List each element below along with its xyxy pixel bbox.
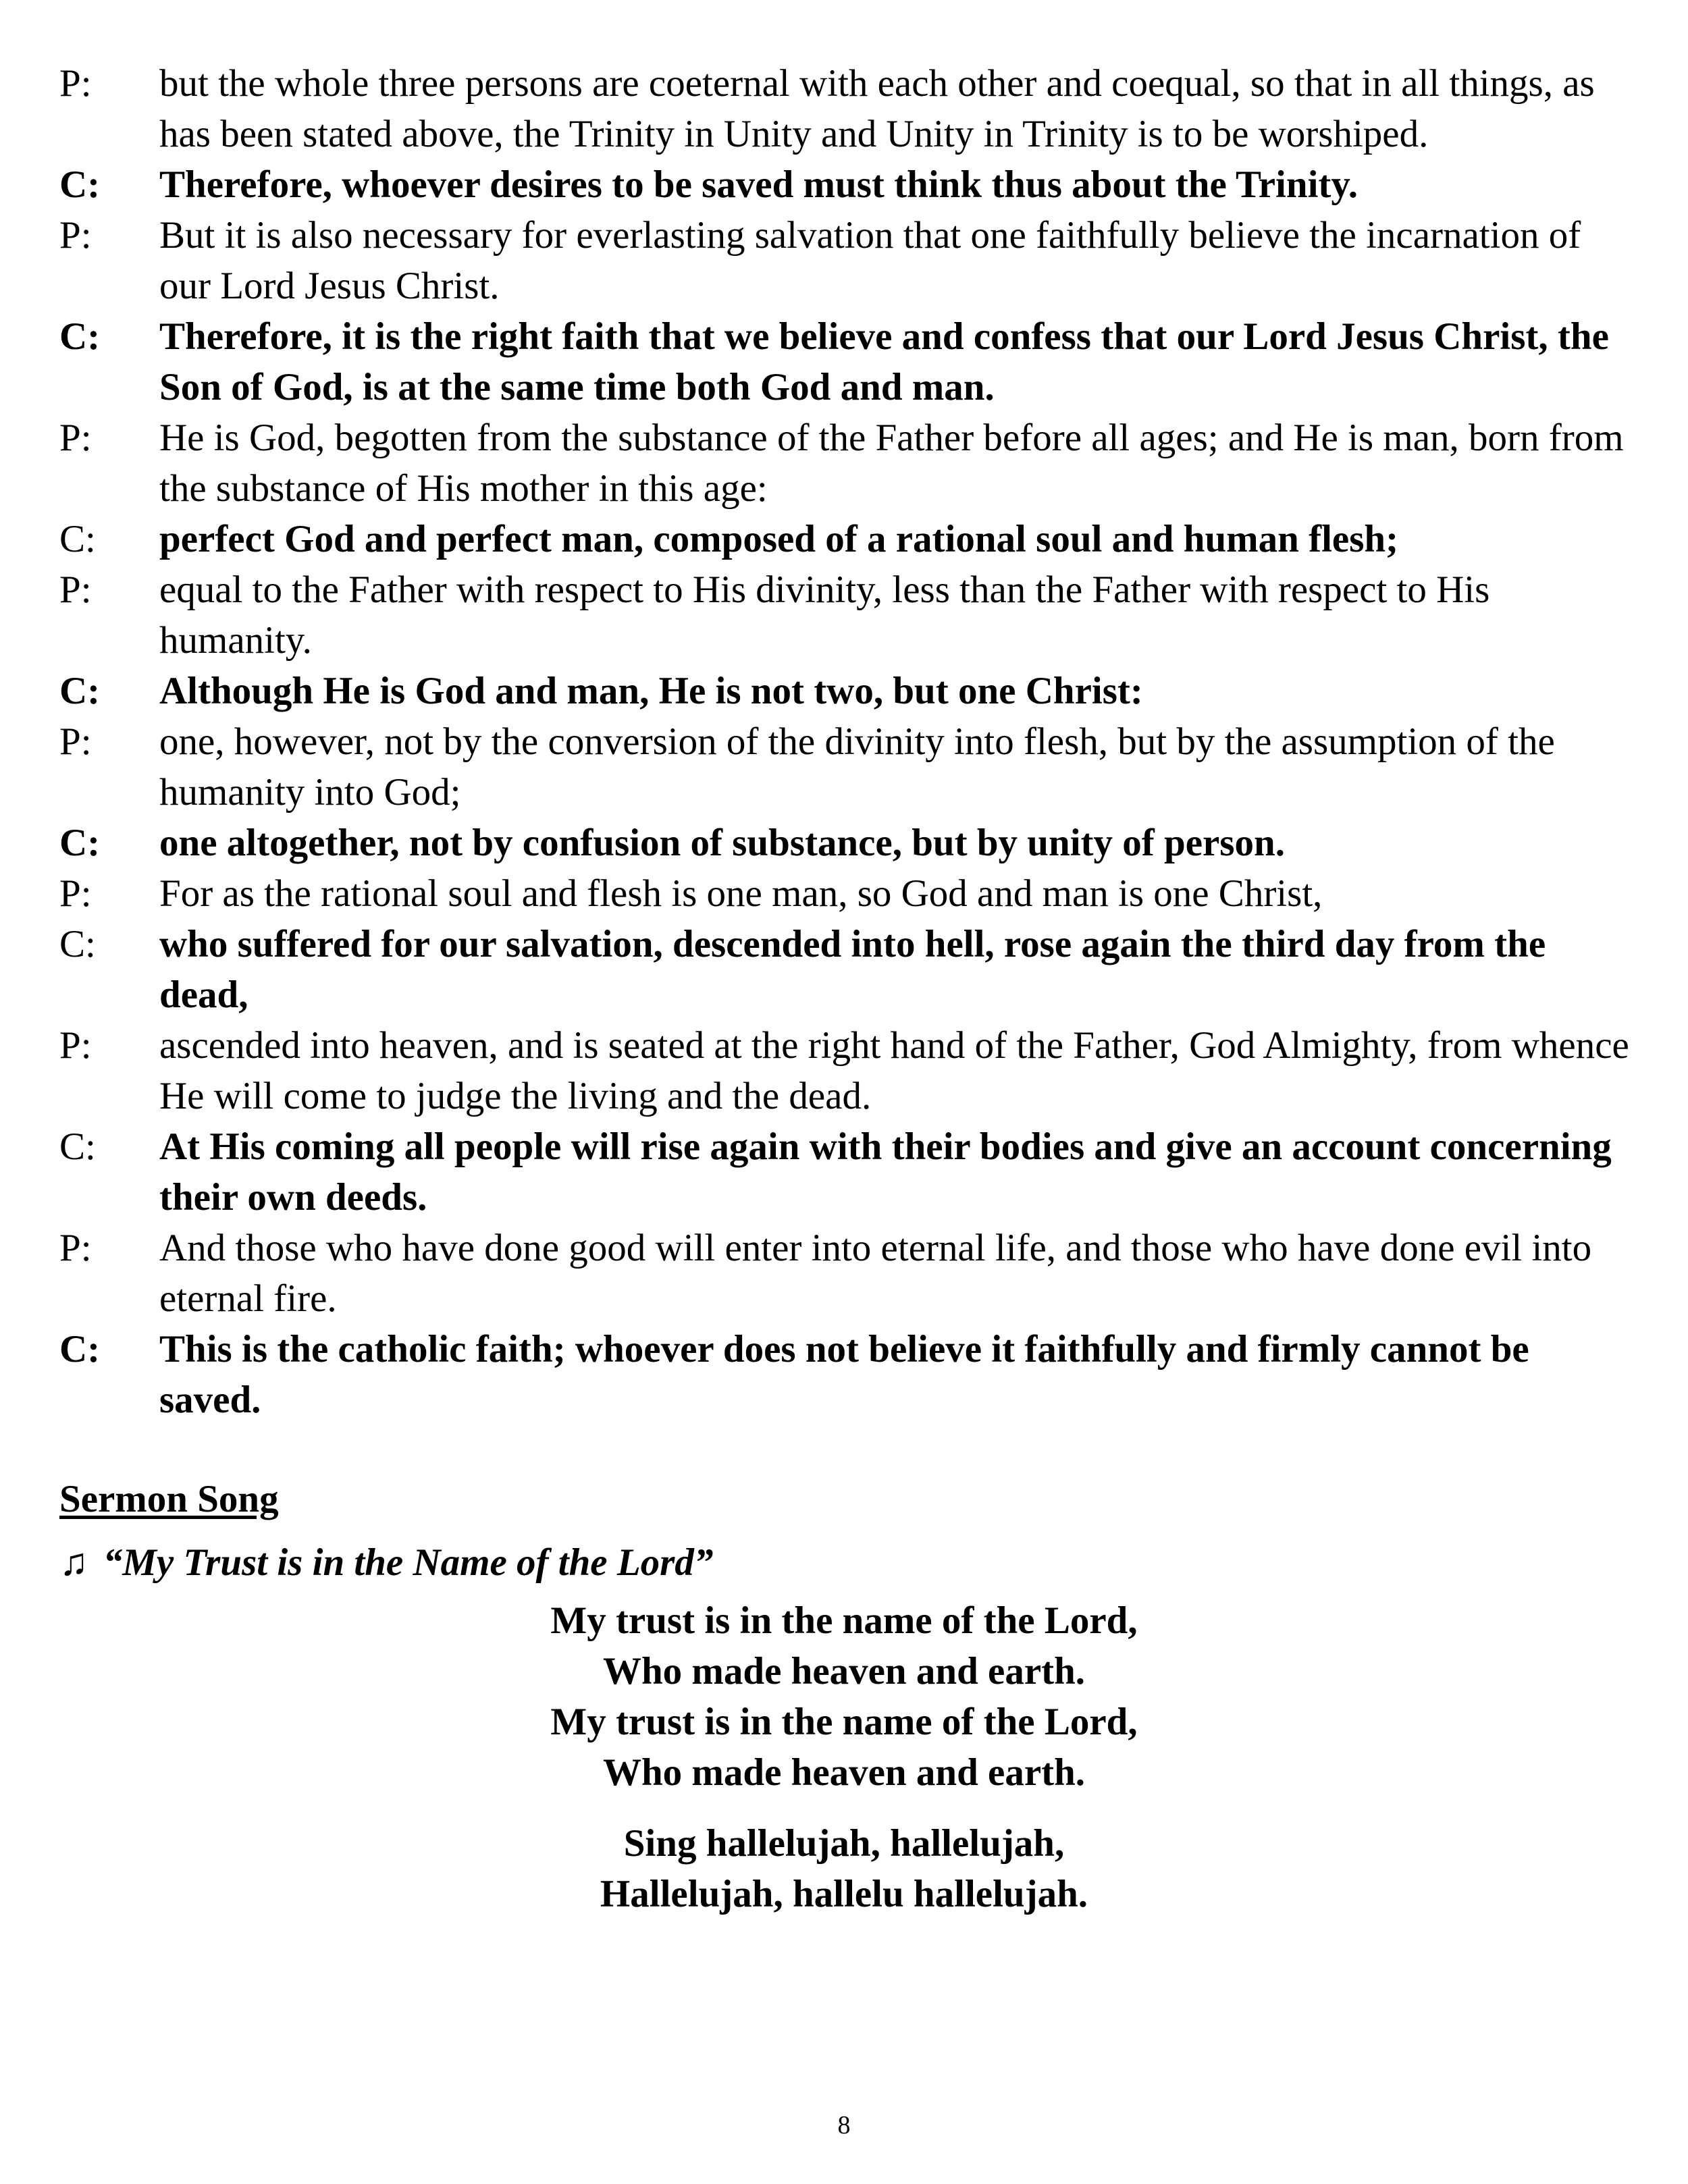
speaker-label: P: (59, 872, 92, 915)
speaker-label: C: (59, 518, 96, 560)
lyric-line: My trust is in the name of the Lord, (550, 1701, 1138, 1743)
lyric-line: My trust is in the name of the Lord, (550, 1599, 1138, 1642)
lyric-line: Sing hallelujah, hallelujah, (623, 1822, 1065, 1865)
litany-line-congregation (59, 514, 1639, 564)
speaker-label: P: (59, 568, 92, 611)
speaker-label: C: (59, 822, 101, 864)
litany-line-congregation (59, 919, 1639, 1020)
litany-line-pastor (59, 564, 1639, 666)
section-heading-sermon-song: Sermon Song (59, 1478, 279, 1520)
litany-text: ascended into heaven, and is seated at the right hand of the Father, God Almighty, from whence He will come to judge the living and the dead. (159, 1024, 1629, 1117)
litany-line-pastor (59, 58, 1639, 159)
litany-text: Therefore, it is the right faith that we believe and confess that our Lord Jesus Christ, the Son of God, is at the same time both God and man. (159, 315, 1609, 408)
speaker-label: C: (59, 670, 101, 712)
speaker-label: P: (59, 720, 92, 763)
song-title-text: “My Trust is in the Name of the Lord” (103, 1541, 714, 1584)
litany-text: He is God, begotten from the substance of the Father before all ages; and He is man, born from the substance of His mother in this age: (159, 417, 1624, 510)
lyric-line: Who made heaven and earth. (602, 1751, 1086, 1794)
litany-text: one altogether, not by confusion of substance, but by unity of person. (159, 822, 1285, 864)
litany-text: This is the catholic faith; whoever does not believe it faithfully and firmly cannot be saved. (159, 1328, 1529, 1421)
lyrics-stanza (0, 1818, 1688, 1919)
litany-line-congregation (59, 159, 1639, 210)
speaker-label: C: (59, 163, 101, 206)
litany-line-pastor (59, 868, 1639, 919)
creed-litany (59, 58, 1639, 1425)
litany-text: who suffered for our salvation, descended into hell, rose again the third day from the dead, (159, 923, 1546, 1016)
speaker-label: P: (59, 1227, 92, 1269)
speaker-label: P: (59, 214, 92, 257)
litany-line-congregation (59, 1324, 1639, 1425)
song-title (59, 1536, 1639, 1590)
litany-line-pastor (59, 210, 1639, 311)
litany-line-pastor (59, 1223, 1639, 1324)
litany-line-congregation (59, 666, 1639, 716)
litany-text: perfect God and perfect man, composed of a rational soul and human flesh; (159, 518, 1399, 560)
litany-line-pastor (59, 716, 1639, 818)
litany-text: but the whole three persons are coeternal with each other and coequal, so that in all things, as has been stated above, the Trinity in Unity and Unity in Trinity is to be worshiped. (159, 62, 1595, 155)
litany-line-pastor (59, 1020, 1639, 1121)
litany-text: Although He is God and man, He is not two, but one Christ: (159, 670, 1143, 712)
speaker-label: C: (59, 923, 96, 965)
litany-text: At His coming all people will rise again with their bodies and give an account concerning their own deeds. (159, 1125, 1612, 1219)
lyric-line: Hallelujah, hallelu hallelujah. (600, 1873, 1088, 1915)
speaker-label: C: (59, 1328, 101, 1370)
litany-line-congregation (59, 1121, 1639, 1223)
litany-text: But it is also necessary for everlasting salvation that one faithfully believe the incarnation of our Lord Jesus Christ. (159, 214, 1581, 307)
speaker-label: P: (59, 417, 92, 459)
litany-text: For as the rational soul and flesh is one man, so God and man is one Christ, (159, 872, 1323, 915)
speaker-label: P: (59, 62, 92, 105)
speaker-label: P: (59, 1024, 92, 1067)
song-lyrics (0, 1595, 1688, 1919)
page-number: 8 (837, 2111, 851, 2139)
speaker-label: C: (59, 1125, 96, 1168)
lyrics-stanza (0, 1595, 1688, 1798)
litany-text: Therefore, whoever desires to be saved must think thus about the Trinity. (159, 163, 1359, 206)
litany-text: And those who have done good will enter into eternal life, and those who have done evil into eternal fire. (159, 1227, 1592, 1320)
litany-line-congregation (59, 818, 1639, 868)
litany-text: equal to the Father with respect to His divinity, less than the Father with respect to His humanity. (159, 568, 1490, 662)
litany-line-pastor (59, 412, 1639, 514)
litany-line-congregation (59, 311, 1639, 412)
speaker-label: C: (59, 315, 101, 358)
music-note-icon: ♫ (59, 1541, 88, 1584)
lyric-line: Who made heaven and earth. (602, 1650, 1086, 1693)
litany-text: one, however, not by the conversion of the divinity into flesh, but by the assumption of the humanity into God; (159, 720, 1555, 814)
bulletin-page (59, 58, 1639, 1919)
